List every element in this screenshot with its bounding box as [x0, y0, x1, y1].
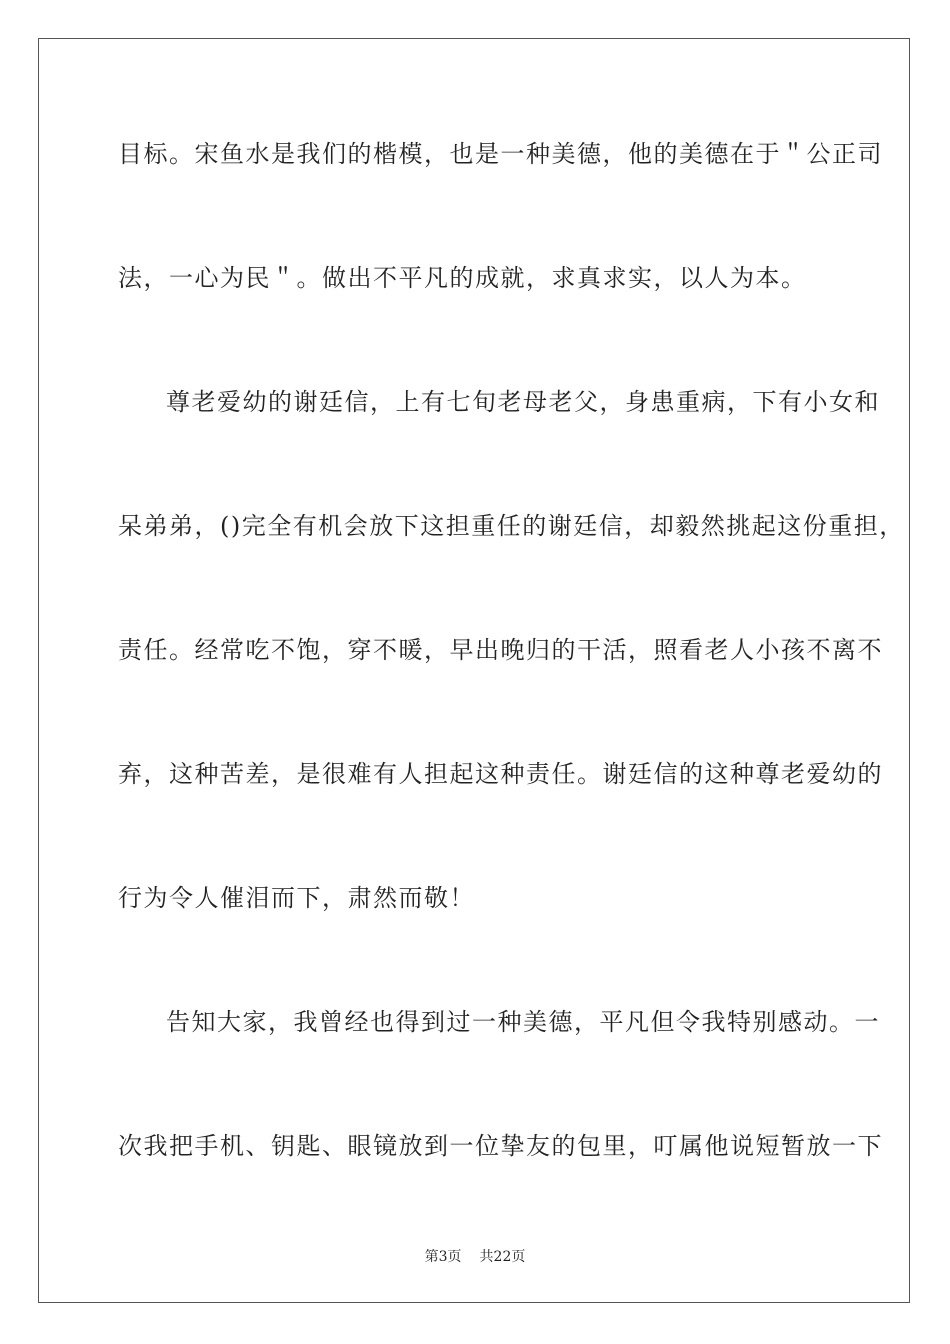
text-line: 目标。宋鱼水是我们的楷模，也是一种美德，他的美德在于＂公正司 — [118, 140, 883, 168]
page-number: 第3页 — [424, 1249, 462, 1265]
page-footer — [0, 1247, 950, 1267]
text-line: 责任。经常吃不饱，穿不暖，早出晚归的干活，照看老人小孩不离不 — [118, 636, 883, 664]
text-line: 弃，这种苦差，是很难有人担起这种责任。谢廷信的这种尊老爱幼的 — [118, 760, 883, 788]
text-line: 次我把手机、钥匙、眼镜放到一位挚友的包里，叮属他说短暂放一下 — [118, 1132, 883, 1160]
text-line: 呆弟弟，()完全有机会放下这担重任的谢廷信，却毅然挑起这份重担， — [118, 512, 905, 540]
page-border — [38, 38, 910, 1303]
text-line: 行为令人催泪而下，肃然而敬！ — [118, 884, 475, 912]
text-line: 尊老爱幼的谢廷信，上有七旬老母老父，身患重病，下有小女和 — [166, 388, 880, 416]
page-total: 共22页 — [479, 1249, 526, 1265]
text-line: 法，一心为民＂。做出不平凡的成就，求真求实，以人为本。 — [118, 264, 807, 292]
text-line: 告知大家，我曾经也得到过一种美德，平凡但令我特别感动。一 — [166, 1008, 880, 1036]
